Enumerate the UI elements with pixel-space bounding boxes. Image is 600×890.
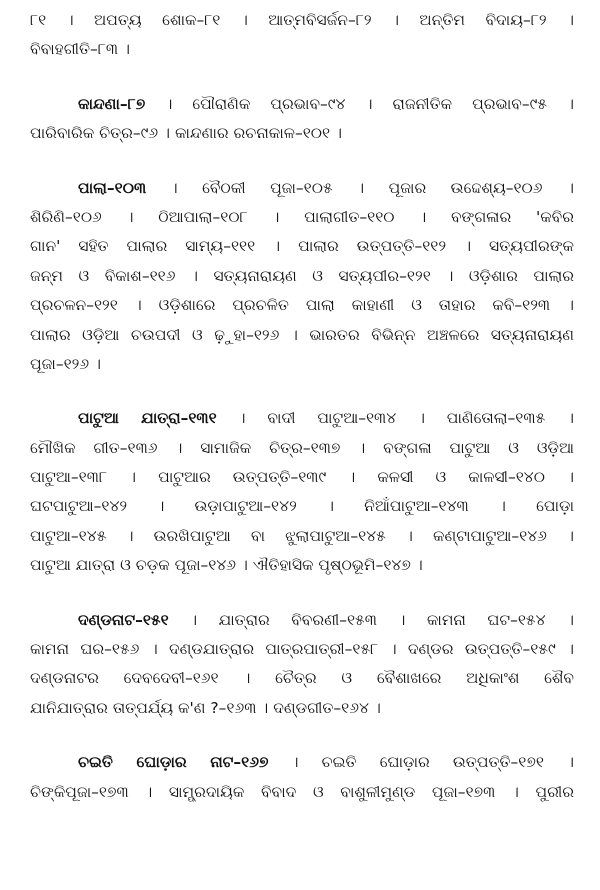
text-line: କାମନା ଘର–୧୫୬ । ଦଣ୍ଡଯାତ୍ରାର ପାତ୍ରପାତ୍ରୀ–୧୫୮ । ଦଣ୍ଡର ଉତ୍ପତ୍ତି–୧୫୯ । bbox=[30, 640, 574, 659]
section-first-line bbox=[30, 404, 574, 433]
section-heading: ଦଣ୍ଡନାଟ–୧୫୧ bbox=[78, 610, 169, 629]
intro-block bbox=[30, 6, 574, 65]
section-first-line-rest: । ବାଦୀ ପାଟୁଆ–୧୩୪ । ପାଣିତୋଲା–୧୩୫ । bbox=[216, 409, 574, 428]
section-chaiti-ghoda-nata bbox=[30, 748, 574, 807]
text-line: ଦଣ୍ଡନାଟର ଦେବଦେବୀ–୧୬୧ । ଚୈତ୍ର ଓ ବୈଶାଖରେ ଅଧିକାଂଶ ଶୈବ bbox=[30, 669, 574, 688]
text-line: ପାରିବାରିକ ଚିତ୍ର–୯୬ । କାନ୍ଦଣାର ରଚନାକାଳ–୧୦୧ । bbox=[30, 124, 342, 143]
text-line: ୮୧ । ଅପତ୍ୟ ଶୋକ–୮୧ । ଆତ୍ମବିସର୍ଜନ–୮୨ । ଅନ୍ତିମ ବିଦାୟ–୮୨ । bbox=[30, 11, 574, 29]
section-patua-jatra bbox=[30, 404, 574, 580]
section-heading: କାନ୍ଦଣା–୮୭ bbox=[78, 94, 146, 113]
section-first-line-rest: । ପୌରାଣିକ ପ୍ରଭାବ–୯୪ । ରାଜନୀତିକ ପ୍ରଭାବ–୯୫ । bbox=[145, 94, 574, 113]
text-line: ଘଟପାଟୁଆ–୧୪୨ । ଉଡ଼ାପାଟୁଆ–୧୪୨ । ନିଆଁପାଟୁଆ–୧୪୩ । ପୋଡ଼ା bbox=[30, 497, 574, 516]
section-first-line-rest: । ଯାତ୍ରାର ବିବରଣୀ–୧୫୩ । କାମନା ଘଟ–୧୫୪ । bbox=[168, 610, 574, 629]
text-line: ଚିଙ୍କିପୂଜା–୧୭୩ । ସାମ୍ପ୍ରଦାୟିକ ବିବାଦ ଓ ବାଶୁଳୀମୁଣ୍ଡ ପୂଜା–୧୭୩ । ପୁରୀର bbox=[30, 782, 574, 801]
section-first-line bbox=[30, 748, 574, 777]
text-line: ଜନ୍ମ ଓ ବିକାଶ–୧୧୬ । ସତ୍ୟନାରାୟଣ ଓ ସତ୍ୟପୀର–୧୨୧ । ଓଡ଼ିଶାର ପାଲାର bbox=[30, 266, 574, 285]
text-line: ପୂଜା–୧୨୬ । bbox=[30, 354, 102, 373]
text-line: ଶିରିଣି–୧୦୬ । ଠିଆପାଲା–୧୦୮ । ପାଲାଗୀତ–୧୧୦ । ବଙ୍ଗଳାର 'କବିର bbox=[30, 207, 574, 226]
text-line: ଯାନିଯାତ୍ରାର ତାତ୍ପର୍ଯ୍ୟ କ'ଣ ?–୧୬୩ । ଦଣ୍ଡଗୀତ–୧୬୪ । bbox=[30, 698, 381, 717]
section-kandana bbox=[30, 90, 574, 149]
section-heading: ଚଇତି ଘୋଡ଼ାର ନାଟ–୧୬୭ bbox=[78, 753, 269, 772]
text-line: ପାଟୁଆ ଯାତ୍ରା ଓ ଚଡ଼କ ପୂଜା–୧୪୬ । ଐତିହାସିକ ପୃଷ୍ଠଭୂମି–୧୪୭ । bbox=[30, 556, 423, 575]
section-first-line bbox=[30, 90, 574, 119]
section-heading: ପାଲା–୧୦୩ bbox=[78, 178, 147, 197]
section-pala bbox=[30, 174, 574, 380]
text-line: ମୌଖିକ ଗୀତ–୧୩୬ । ସାମାଜିକ ଚିତ୍ର–୧୩୭ । ବଙ୍ଗଳା ପାଟୁଆ ଓ ଓଡ଼ିଆ bbox=[30, 438, 574, 457]
section-danda-nata bbox=[30, 606, 574, 724]
text-line: ବିବାହଗୀତି–୮୩ । bbox=[30, 40, 130, 59]
section-first-line bbox=[30, 174, 574, 203]
text-line: ପାଟୁଆ–୧୩୮ । ପାଟୁଆର ଉତ୍ପତ୍ତି–୧୩୯ । କଳସୀ ଓ କାଳସୀ–୧୪୦ । bbox=[30, 468, 574, 487]
section-first-line bbox=[30, 606, 574, 635]
text-line: ପାଲାର ଓଡ଼ିଆ ଚଉପଦୀ ଓ ଢ଼ୁହା–୧୨୬ । ଭାରତର ବିଭିନ୍ନ ଅଞ୍ଚଳରେ ସତ୍ୟନାରାୟଣ bbox=[30, 325, 574, 344]
text-line: ପ୍ରଚଳନ–୧୨୧ । ଓଡ଼ିଶାରେ ପ୍ରଚଳିତ ପାଲା କାହାଣୀ ଓ ତାହାର କବି–୧୨୩ । bbox=[30, 296, 574, 315]
text-line: ଗାନ' ସହିତ ପାଲାର ସାମ୍ୟ–୧୧୧ । ପାଲାର ଉତ୍ପତ୍ତି–୧୧୨ । ସତ୍ୟପୀରଙ୍କ bbox=[30, 237, 574, 256]
section-first-line-rest: । ଚଇତି ଘୋଡ଼ାର ଉତ୍ପତ୍ତି–୧୭୧ । bbox=[268, 753, 574, 772]
text-line: ପାଟୁଆ–୧୪୫ । ଉରଖିପାଟୁଆ ବା ଝୁଲାପାଟୁଆ–୧୪୫ । କଣ୍ଟାପାଟୁଆ–୧୪୬ । bbox=[30, 526, 574, 545]
section-heading: ପାଟୁଆ ଯାତ୍ରା–୧୩୧ bbox=[78, 409, 217, 428]
section-first-line-rest: । ବୈଠକୀ ପୂଜା–୧୦୫ । ପୂଜାର ଉଦ୍ଦେଶ୍ୟ–୧୦୬ । bbox=[146, 178, 574, 197]
